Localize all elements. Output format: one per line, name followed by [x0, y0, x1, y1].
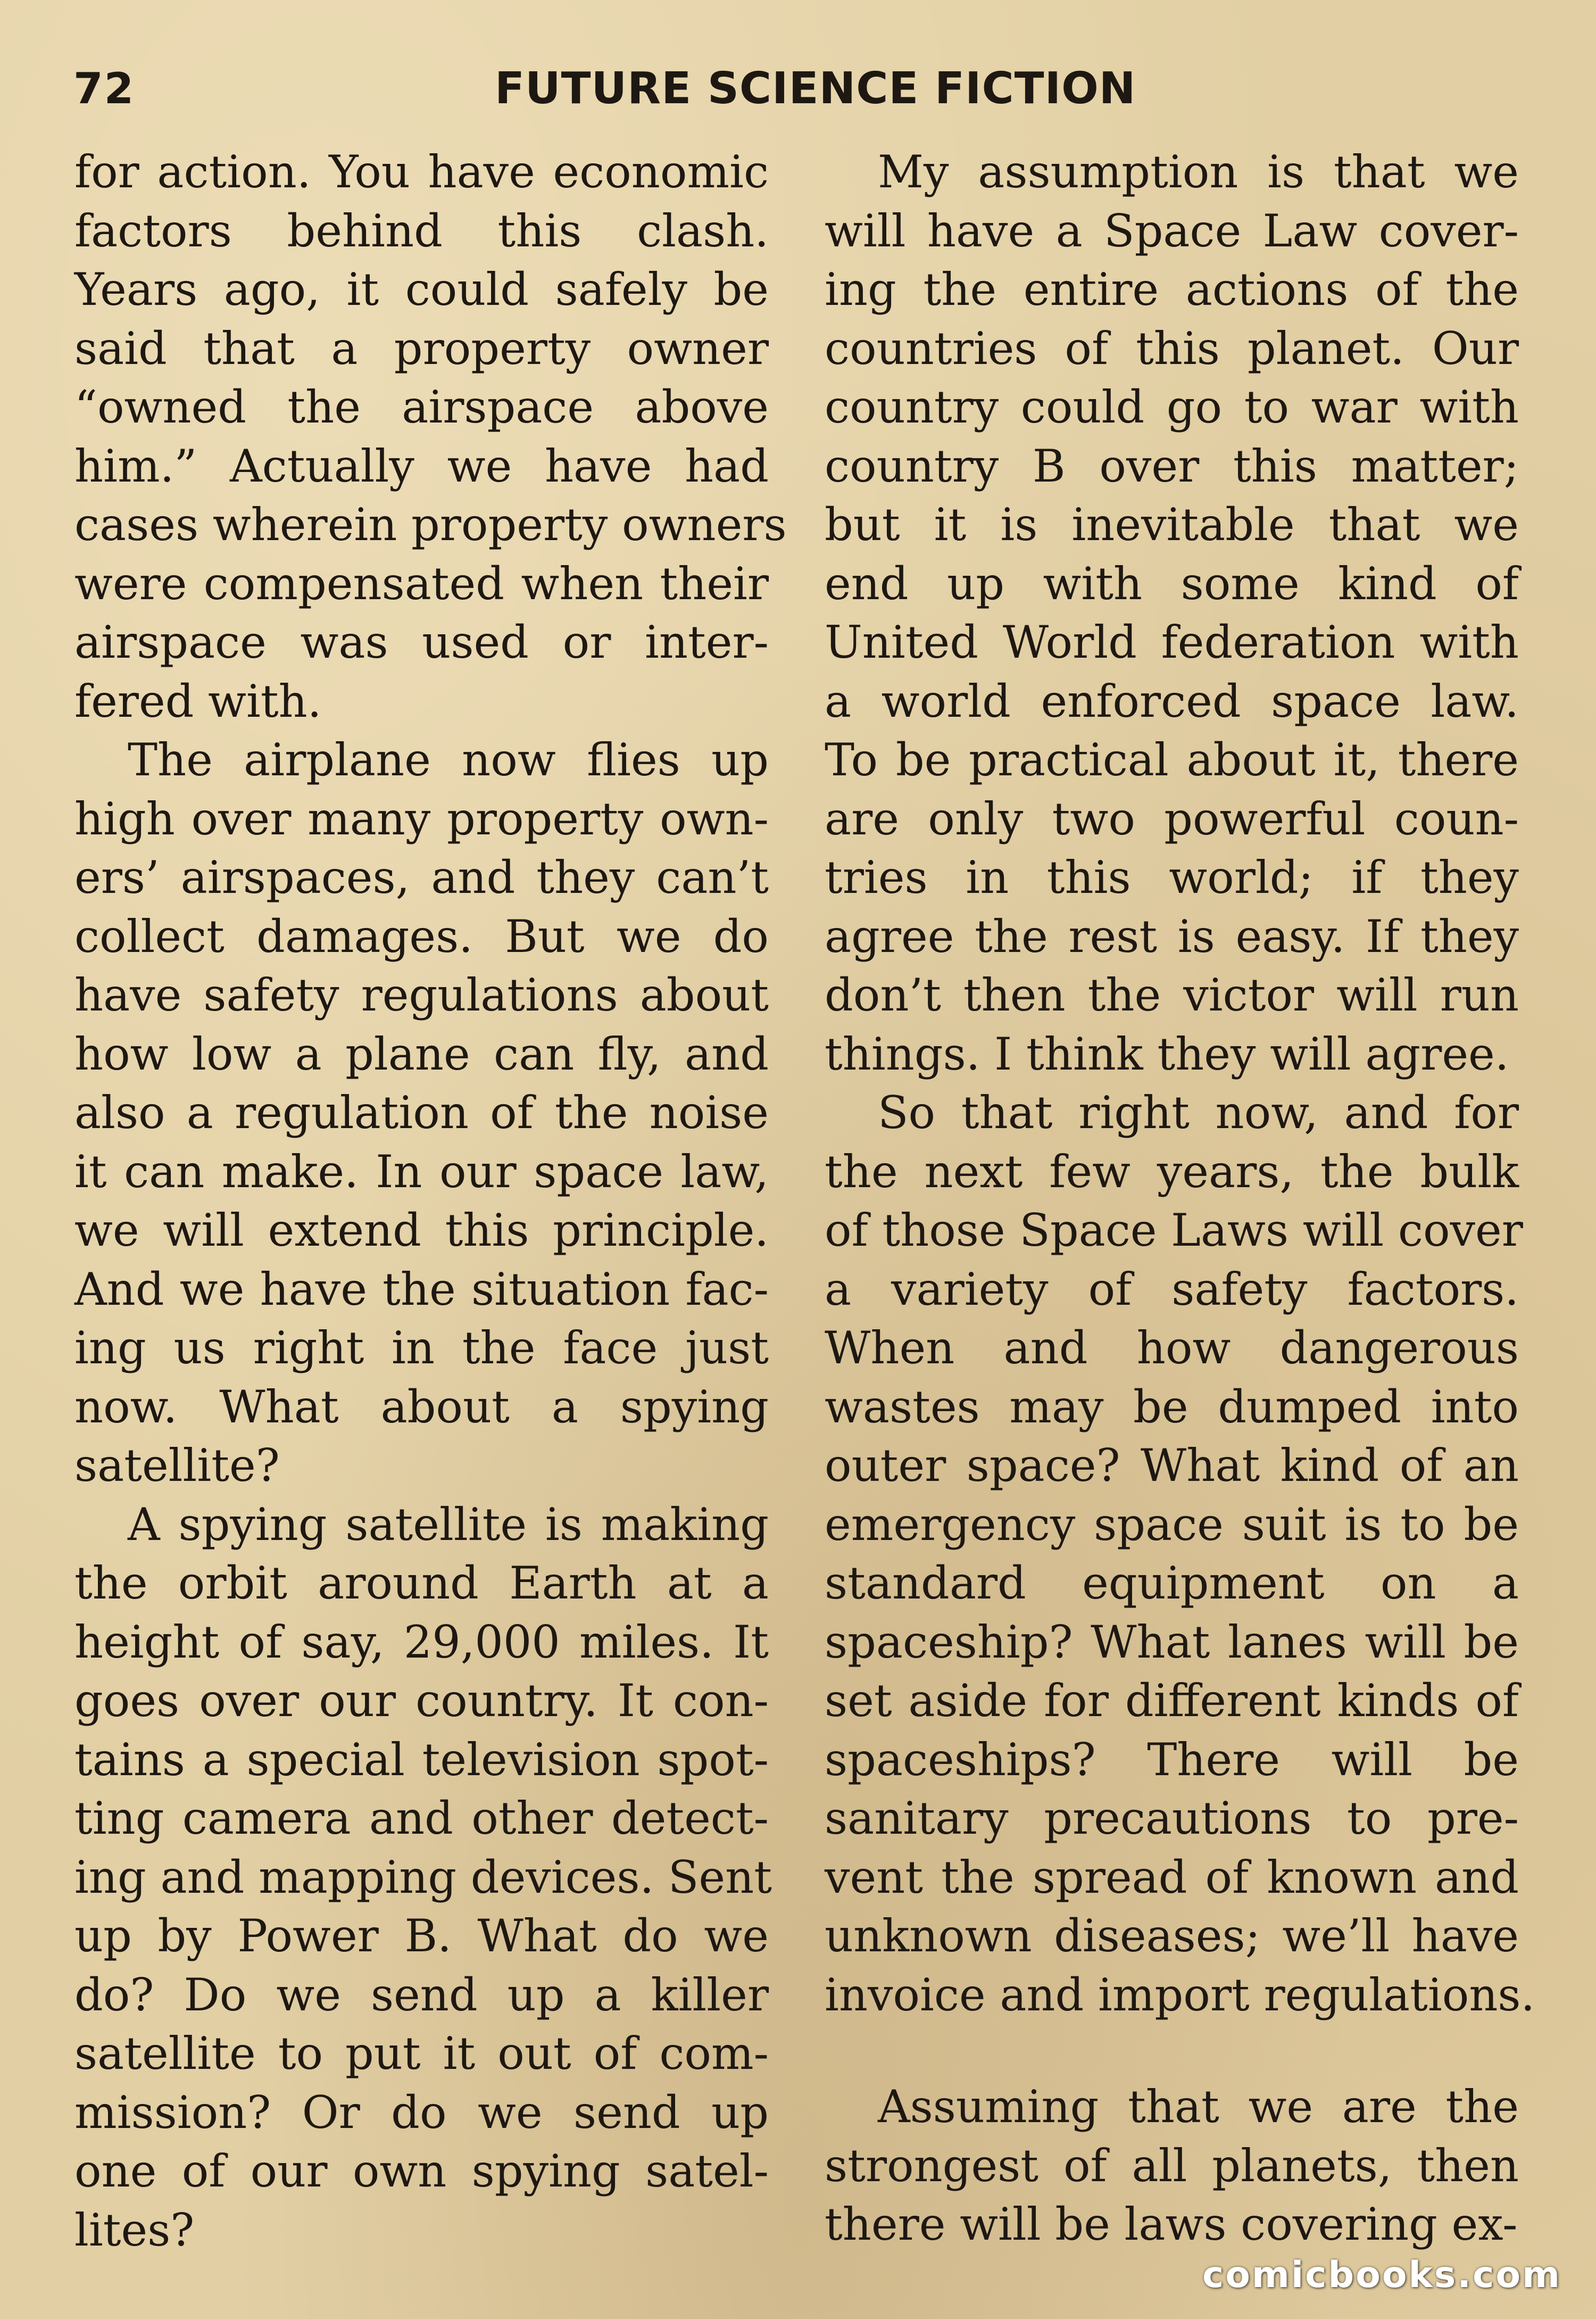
paragraph — [74, 143, 787, 731]
text-line: of those Space Laws will cover — [825, 1204, 1523, 1256]
text-line: lites? — [74, 2204, 195, 2256]
paragraph — [825, 1083, 1535, 2024]
paragraph-gap — [825, 2024, 1519, 2077]
text-line: goes over our country. It con- — [74, 1675, 769, 1727]
text-line: were compensated when their — [74, 557, 769, 610]
text-line: how low a plane can fly, and — [74, 1028, 769, 1080]
text-line: agree the rest is easy. If they — [825, 910, 1519, 963]
text-line: Years ago, it could safely be — [74, 263, 769, 316]
text-line: country could go to war with — [825, 381, 1519, 433]
text-line: things. I think they will agree. — [825, 1028, 1509, 1080]
text-line: height of say, 29,000 miles. It — [74, 1616, 769, 1668]
text-line: United World federation with — [825, 616, 1519, 668]
paragraph — [825, 2077, 1519, 2254]
text-line: strongest of all planets, then — [825, 2139, 1519, 2192]
text-line: also a regulation of the noise — [74, 1087, 769, 1139]
text-line: To be practical about it, there — [825, 734, 1519, 786]
text-column-left — [74, 143, 787, 2259]
text-line: the next few years, the bulk — [825, 1145, 1519, 1198]
text-line: ing the entire actions of the — [825, 263, 1519, 316]
text-line: set aside for different kinds of — [825, 1675, 1519, 1727]
watermark-text: comicbooks.com — [1202, 2254, 1561, 2296]
text-line: A spying satellite is making — [128, 1498, 769, 1551]
text-line: And we have the situation fac- — [74, 1263, 769, 1315]
text-line: cases wherein property owners — [74, 499, 787, 551]
text-line: have safety regulations about — [74, 969, 769, 1021]
text-line: it can make. In our space law, — [74, 1145, 769, 1198]
text-line: country B over this matter; — [825, 440, 1519, 492]
text-line: high over many property own- — [74, 792, 769, 845]
text-line: we will extend this principle. — [74, 1204, 769, 1256]
text-line: The airplane now flies up — [128, 734, 769, 786]
text-line: for action. You have economic — [74, 146, 769, 198]
text-line: factors behind this clash. — [74, 204, 769, 257]
text-line: tries in this world; if they — [825, 851, 1519, 904]
text-line: up by Power B. What do we — [74, 1910, 769, 1962]
text-line: the orbit around Earth at a — [74, 1557, 769, 1609]
text-line: are only two powerful coun- — [825, 792, 1519, 845]
text-line: countries of this planet. Our — [825, 322, 1519, 375]
text-line: When and how dangerous — [825, 1322, 1519, 1374]
text-line: said that a property owner — [74, 322, 769, 375]
text-line: don’t then the victor will run — [825, 969, 1519, 1021]
text-line: airspace was used or inter- — [74, 616, 769, 668]
text-line: a variety of safety factors. — [825, 1263, 1519, 1315]
text-line: unknown diseases; we’ll have — [825, 1910, 1519, 1962]
paragraph — [74, 1495, 772, 2260]
text-line: collect damages. But we do — [74, 910, 769, 963]
text-line: will have a Space Law cover- — [825, 204, 1519, 257]
text-line: vent the spread of known and — [825, 1851, 1519, 1903]
running-title: FUTURE SCIENCE FICTION — [495, 63, 1136, 114]
text-line: there will be laws covering ex- — [825, 2198, 1518, 2250]
text-line: emergency space suit is to be — [825, 1498, 1519, 1551]
text-line: fered with. — [74, 675, 322, 727]
text-line: one of our own spying satel- — [74, 2145, 769, 2197]
text-line: now. What about a spying — [74, 1380, 769, 1433]
text-line: spaceships? There will be — [825, 1733, 1519, 1786]
text-line: satellite? — [74, 1439, 280, 1492]
text-line: My assumption is that we — [878, 146, 1519, 198]
text-line: do? Do we send up a killer — [74, 1968, 769, 2021]
text-line: ing and mapping devices. Sent — [74, 1851, 772, 1903]
text-line: tains a special television spot- — [74, 1733, 769, 1786]
text-line: invoice and import regulations. — [825, 1968, 1535, 2021]
text-line: mission? Or do we send up — [74, 2086, 769, 2139]
text-line: him.” Actually we have had — [74, 440, 769, 492]
text-line: wastes may be dumped into — [825, 1380, 1519, 1433]
text-line: satellite to put it out of com- — [74, 2027, 769, 2080]
text-line: Assuming that we are the — [878, 2081, 1519, 2133]
page-number: 72 — [73, 64, 135, 113]
text-line: spaceship? What lanes will be — [825, 1616, 1519, 1668]
text-line: “owned the airspace above — [74, 381, 769, 433]
text-line: ers’ airspaces, and they can’t — [74, 851, 769, 904]
text-column-right — [825, 143, 1535, 2254]
paragraph — [74, 731, 769, 1495]
text-line: ing us right in the face just — [74, 1322, 769, 1374]
text-line: end up with some kind of — [825, 557, 1519, 610]
text-line: sanitary precautions to pre- — [825, 1792, 1519, 1844]
text-line: outer space? What kind of an — [825, 1439, 1519, 1492]
text-line: but it is inevitable that we — [825, 499, 1519, 551]
text-line: standard equipment on a — [825, 1557, 1519, 1609]
paragraph — [825, 143, 1519, 1083]
text-line: So that right now, and for — [878, 1087, 1519, 1139]
text-line: a world enforced space law. — [825, 675, 1519, 727]
text-line: ting camera and other detect- — [74, 1792, 769, 1844]
